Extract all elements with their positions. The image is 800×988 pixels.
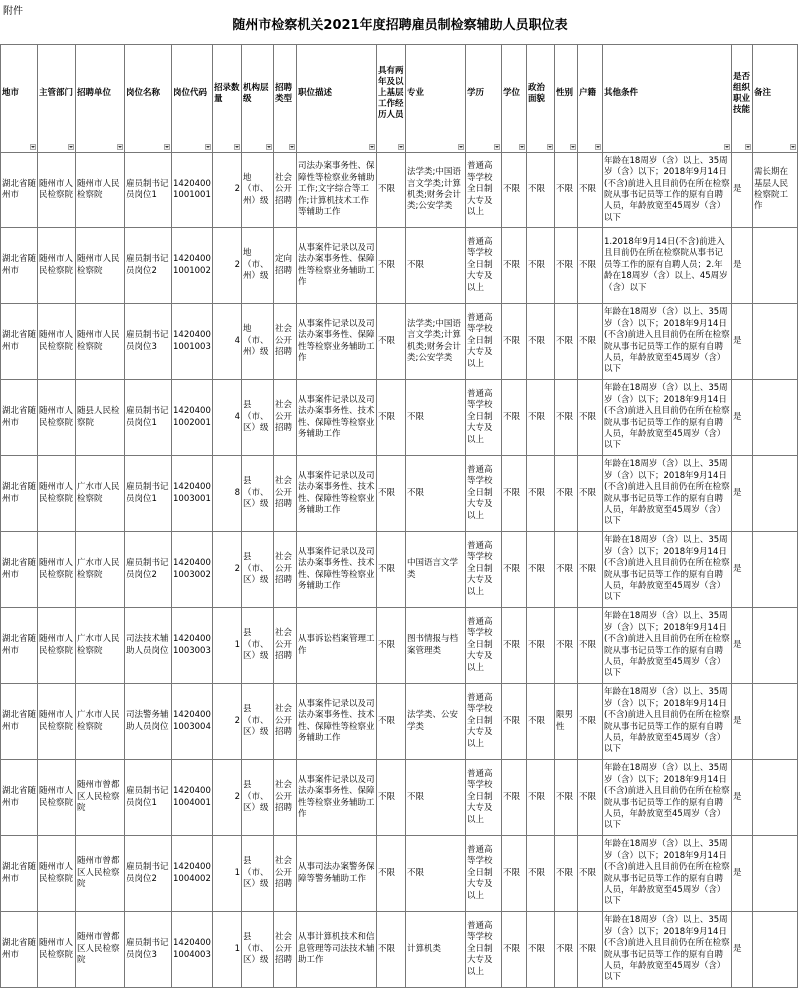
cell-post: 司法警务辅助人员岗位 [125, 684, 172, 760]
table-row [1, 912, 798, 988]
cell-region: 湖北省随州市 [1, 760, 38, 836]
cell-type: 社会公开招聘 [274, 304, 297, 380]
cell-level: 县（市、区）级 [242, 912, 274, 988]
filter-dropdown-icon[interactable] [494, 144, 500, 150]
cell-region: 湖北省随州市 [1, 228, 38, 304]
cell-exp: 不限 [377, 684, 406, 760]
column-header-political [527, 45, 555, 153]
cell-political: 不限 [527, 684, 555, 760]
cell-degree: 不限 [502, 380, 527, 456]
cell-edu: 普通高等学校全日制大专及以上 [466, 684, 502, 760]
cell-desc: 从事案件记录以及司法办案事务性、保障性等检察业务辅助工作 [297, 228, 377, 304]
cell-other: 年龄在18周岁（含）以上、35周岁（含）以下；2018年9月14日(不含)前进入且目前仍在所在检察院从事书记员等工作的原有自聘人员，年龄放宽至45周岁（含）以下 [603, 608, 732, 684]
cell-count: 4 [213, 304, 242, 380]
cell-note [753, 684, 798, 760]
cell-desc: 从事案件记录以及司法办案事务性、技术性、保障性等检察业务辅助工作 [297, 684, 377, 760]
filter-dropdown-icon[interactable] [547, 144, 553, 150]
column-header-label: 主管部门 [39, 88, 74, 98]
cell-political: 不限 [527, 912, 555, 988]
cell-skill: 是 [732, 836, 753, 912]
cell-level: 地（市、州）级 [242, 304, 274, 380]
cell-gender: 不限 [555, 456, 578, 532]
filter-dropdown-icon[interactable] [30, 144, 36, 150]
column-header-major [406, 45, 466, 153]
cell-dept: 随州市人民检察院 [38, 456, 76, 532]
cell-major: 法学类;中国语言文学类;计算机类;财务会计类;公安学类 [406, 304, 466, 380]
cell-note [753, 456, 798, 532]
cell-count: 1 [213, 912, 242, 988]
cell-edu: 普通高等学校全日制大专及以上 [466, 228, 502, 304]
cell-unit: 随州市曾都区人民检察院 [76, 760, 125, 836]
cell-count: 1 [213, 836, 242, 912]
cell-gender: 不限 [555, 153, 578, 228]
filter-dropdown-icon[interactable] [398, 144, 404, 150]
cell-unit: 随州市曾都区人民检察院 [76, 836, 125, 912]
position-table [0, 44, 798, 988]
table-row [1, 532, 798, 608]
cell-major: 法学类;中国语言文学类;计算机类;财务会计类;公安学类 [406, 153, 466, 228]
filter-dropdown-icon[interactable] [234, 144, 240, 150]
cell-count: 2 [213, 228, 242, 304]
table-row [1, 153, 798, 228]
cell-degree: 不限 [502, 684, 527, 760]
cell-skill: 是 [732, 608, 753, 684]
column-header-post [125, 45, 172, 153]
filter-dropdown-icon[interactable] [117, 144, 123, 150]
cell-dept: 随州市人民检察院 [38, 608, 76, 684]
cell-code: 14204001001002 [172, 228, 213, 304]
cell-hukou: 不限 [578, 684, 603, 760]
cell-unit: 广水市人民检察院 [76, 608, 125, 684]
column-header-label: 性别 [556, 88, 574, 98]
cell-code: 14204001003003 [172, 608, 213, 684]
cell-region: 湖北省随州市 [1, 836, 38, 912]
cell-hukou: 不限 [578, 912, 603, 988]
cell-degree: 不限 [502, 456, 527, 532]
column-header-other [603, 45, 732, 153]
cell-major: 法学类、公安学类 [406, 684, 466, 760]
filter-dropdown-icon[interactable] [369, 144, 375, 150]
cell-dept: 随州市人民检察院 [38, 836, 76, 912]
column-header-label: 招聘单位 [77, 88, 112, 98]
cell-count: 1 [213, 608, 242, 684]
column-header-edu [466, 45, 502, 153]
cell-gender: 不限 [555, 836, 578, 912]
cell-unit: 广水市人民检察院 [76, 684, 125, 760]
cell-exp: 不限 [377, 912, 406, 988]
filter-dropdown-icon[interactable] [790, 144, 796, 150]
cell-hukou: 不限 [578, 760, 603, 836]
cell-dept: 随州市人民检察院 [38, 760, 76, 836]
column-header-degree [502, 45, 527, 153]
filter-dropdown-icon[interactable] [68, 144, 74, 150]
cell-edu: 普通高等学校全日制大专及以上 [466, 304, 502, 380]
column-header-unit [76, 45, 125, 153]
cell-desc: 从事诉讼档案管理工作 [297, 608, 377, 684]
cell-other: 年龄在18周岁（含）以上、35周岁（含）以下；2018年9月14日(不含)前进入且目前仍在所在检察院从事书记员等工作的原有自聘人员，年龄放宽至45周岁（含）以下 [603, 304, 732, 380]
cell-edu: 普通高等学校全日制大专及以上 [466, 532, 502, 608]
cell-edu: 普通高等学校全日制大专及以上 [466, 608, 502, 684]
cell-type: 社会公开招聘 [274, 456, 297, 532]
cell-desc: 从事案件记录以及司法办案事务性、技术性、保障性等检察业务辅助工作 [297, 532, 377, 608]
cell-political: 不限 [527, 456, 555, 532]
cell-exp: 不限 [377, 608, 406, 684]
cell-political: 不限 [527, 608, 555, 684]
cell-note [753, 912, 798, 988]
cell-exp: 不限 [377, 380, 406, 456]
cell-exp: 不限 [377, 532, 406, 608]
cell-post: 雇员制书记员岗位3 [125, 304, 172, 380]
cell-unit: 随州市人民检察院 [76, 228, 125, 304]
cell-unit: 广水市人民检察院 [76, 532, 125, 608]
cell-desc: 从事案件记录以及司法办案事务性、技术性、保障性等检察业务辅助工作 [297, 456, 377, 532]
cell-post: 雇员制书记员岗位1 [125, 760, 172, 836]
cell-degree: 不限 [502, 836, 527, 912]
cell-major: 图书情报与档案管理类 [406, 608, 466, 684]
cell-political: 不限 [527, 836, 555, 912]
cell-region: 湖北省随州市 [1, 380, 38, 456]
cell-type: 社会公开招聘 [274, 380, 297, 456]
filter-dropdown-icon[interactable] [164, 144, 170, 150]
filter-dropdown-icon[interactable] [519, 144, 525, 150]
cell-note [753, 532, 798, 608]
annex-label: 附件 [3, 6, 23, 17]
cell-region: 湖北省随州市 [1, 153, 38, 228]
cell-political: 不限 [527, 228, 555, 304]
cell-political: 不限 [527, 760, 555, 836]
cell-hukou: 不限 [578, 304, 603, 380]
column-header-label: 岗位名称 [126, 88, 161, 98]
cell-exp: 不限 [377, 228, 406, 304]
cell-other: 年龄在18周岁（含）以上、35周岁（含）以下；2018年9月14日(不含)前进入且目前仍在所在检察院从事书记员等工作的原有自聘人员，年龄放宽至45周岁（含）以下 [603, 760, 732, 836]
cell-political: 不限 [527, 153, 555, 228]
cell-dept: 随州市人民检察院 [38, 228, 76, 304]
cell-exp: 不限 [377, 836, 406, 912]
cell-degree: 不限 [502, 532, 527, 608]
cell-edu: 普通高等学校全日制大专及以上 [466, 836, 502, 912]
column-header-label: 学位 [503, 88, 521, 98]
cell-major: 中国语言文学类 [406, 532, 466, 608]
column-header-type [274, 45, 297, 153]
cell-skill: 是 [732, 532, 753, 608]
cell-unit: 随县人民检察院 [76, 380, 125, 456]
table-row [1, 304, 798, 380]
cell-major: 计算机类 [406, 912, 466, 988]
table-row [1, 760, 798, 836]
cell-political: 不限 [527, 380, 555, 456]
cell-gender: 不限 [555, 380, 578, 456]
cell-post: 雇员制书记员岗位2 [125, 532, 172, 608]
column-header-label: 备注 [754, 88, 772, 98]
cell-unit: 随州市人民检察院 [76, 304, 125, 380]
cell-count: 8 [213, 456, 242, 532]
cell-note [753, 380, 798, 456]
table-row [1, 456, 798, 532]
cell-code: 14204001004001 [172, 760, 213, 836]
cell-note [753, 304, 798, 380]
column-header-desc [297, 45, 377, 153]
cell-skill: 是 [732, 456, 753, 532]
column-header-label: 地市 [2, 88, 20, 98]
header-row [1, 45, 798, 153]
cell-dept: 随州市人民检察院 [38, 304, 76, 380]
table-row [1, 228, 798, 304]
table-row [1, 608, 798, 684]
cell-post: 雇员制书记员岗位2 [125, 836, 172, 912]
cell-note [753, 760, 798, 836]
cell-level: 县（市、区）级 [242, 380, 274, 456]
cell-degree: 不限 [502, 228, 527, 304]
cell-edu: 普通高等学校全日制大专及以上 [466, 912, 502, 988]
column-header-label: 具有两年及以上基层工作经历人员 [378, 66, 404, 120]
column-header-code [172, 45, 213, 153]
cell-major: 不限 [406, 836, 466, 912]
cell-hukou: 不限 [578, 532, 603, 608]
cell-post: 雇员制书记员岗位1 [125, 380, 172, 456]
cell-dept: 随州市人民检察院 [38, 380, 76, 456]
cell-region: 湖北省随州市 [1, 684, 38, 760]
table-row [1, 684, 798, 760]
cell-code: 14204001001001 [172, 153, 213, 228]
cell-region: 湖北省随州市 [1, 456, 38, 532]
cell-degree: 不限 [502, 608, 527, 684]
cell-gender: 不限 [555, 532, 578, 608]
cell-exp: 不限 [377, 456, 406, 532]
cell-gender: 不限 [555, 760, 578, 836]
cell-level: 县（市、区）级 [242, 836, 274, 912]
column-header-note [753, 45, 798, 153]
cell-degree: 不限 [502, 912, 527, 988]
cell-other: 年龄在18周岁（含）以上、35周岁（含）以下；2018年9月14日(不含)前进入且目前仍在所在检察院从事书记员等工作的原有自聘人员，年龄放宽至45周岁（含）以下 [603, 153, 732, 228]
cell-desc: 司法办案事务性、保障性等检察业务辅助工作;文字综合等工作;计算机技术工作等辅助工作 [297, 153, 377, 228]
cell-level: 地（市、州）级 [242, 228, 274, 304]
cell-count: 2 [213, 153, 242, 228]
cell-level: 县（市、区）级 [242, 684, 274, 760]
cell-other: 年龄在18周岁（含）以上、35周岁（含）以下；2018年9月14日(不含)前进入且目前仍在所在检察院从事书记员等工作的原有自聘人员，年龄放宽至45周岁（含）以下 [603, 532, 732, 608]
cell-type: 社会公开招聘 [274, 684, 297, 760]
cell-code: 14204001003002 [172, 532, 213, 608]
cell-note [753, 836, 798, 912]
cell-post: 雇员制书记员岗位1 [125, 153, 172, 228]
cell-edu: 普通高等学校全日制大专及以上 [466, 456, 502, 532]
cell-exp: 不限 [377, 304, 406, 380]
cell-skill: 是 [732, 912, 753, 988]
cell-gender: 不限 [555, 912, 578, 988]
cell-exp: 不限 [377, 153, 406, 228]
column-header-label: 是否组织职业技能 [733, 71, 751, 115]
table-body [1, 153, 798, 988]
column-header-label: 岗位代码 [173, 88, 208, 98]
filter-dropdown-icon[interactable] [595, 144, 601, 150]
cell-count: 4 [213, 380, 242, 456]
cell-desc: 从事计算机技术和信息管理等司法技术辅助工作 [297, 912, 377, 988]
cell-code: 14204001004003 [172, 912, 213, 988]
cell-dept: 随州市人民检察院 [38, 912, 76, 988]
cell-degree: 不限 [502, 304, 527, 380]
cell-dept: 随州市人民检察院 [38, 532, 76, 608]
cell-hukou: 不限 [578, 456, 603, 532]
cell-level: 县（市、区）级 [242, 608, 274, 684]
cell-type: 社会公开招聘 [274, 532, 297, 608]
cell-other: 1.2018年9月14日(不含)前进入且目前仍在所在检察院从事书记员等工作的原有自聘人员；2.年龄在18周岁（含）以上、45周岁（含）以下 [603, 228, 732, 304]
cell-unit: 随州市人民检察院 [76, 153, 125, 228]
cell-skill: 是 [732, 684, 753, 760]
column-header-exp [377, 45, 406, 153]
cell-type: 社会公开招聘 [274, 608, 297, 684]
cell-level: 地（市、州）级 [242, 153, 274, 228]
filter-dropdown-icon[interactable] [745, 144, 751, 150]
cell-level: 县（市、区）级 [242, 760, 274, 836]
cell-desc: 从事案件记录以及司法办案事务性、保障性等检察业务辅助工作 [297, 304, 377, 380]
cell-skill: 是 [732, 760, 753, 836]
cell-edu: 普通高等学校全日制大专及以上 [466, 153, 502, 228]
cell-major: 不限 [406, 456, 466, 532]
cell-note: 需长期在基层人民检察院工作 [753, 153, 798, 228]
cell-major: 不限 [406, 380, 466, 456]
cell-region: 湖北省随州市 [1, 608, 38, 684]
filter-dropdown-icon[interactable] [458, 144, 464, 150]
cell-gender: 不限 [555, 608, 578, 684]
cell-type: 定向招聘 [274, 228, 297, 304]
cell-hukou: 不限 [578, 380, 603, 456]
cell-region: 湖北省随州市 [1, 912, 38, 988]
cell-desc: 从事案件记录以及司法办案事务性、保障性等检察业务辅助工作 [297, 760, 377, 836]
cell-skill: 是 [732, 304, 753, 380]
cell-post: 雇员制书记员岗位2 [125, 228, 172, 304]
cell-desc: 从事案件记录以及司法办案事务性、技术性、保障性等检察业务辅助工作 [297, 380, 377, 456]
column-header-hukou [578, 45, 603, 153]
cell-desc: 从事司法办案警务保障等警务辅助工作 [297, 836, 377, 912]
cell-level: 县（市、区）级 [242, 456, 274, 532]
cell-other: 年龄在18周岁（含）以上、35周岁（含）以下；2018年9月14日(不含)前进入且目前仍在所在检察院从事书记员等工作的原有自聘人员，年龄放宽至45周岁（含）以下 [603, 380, 732, 456]
cell-post: 雇员制书记员岗位3 [125, 912, 172, 988]
cell-count: 2 [213, 760, 242, 836]
cell-unit: 随州市曾都区人民检察院 [76, 912, 125, 988]
cell-other: 年龄在18周岁（含）以上、35周岁（含）以下；2018年9月14日(不含)前进入且目前仍在所在检察院从事书记员等工作的原有自聘人员，年龄放宽至45周岁（含）以下 [603, 684, 732, 760]
cell-major: 不限 [406, 228, 466, 304]
cell-degree: 不限 [502, 153, 527, 228]
cell-region: 湖北省随州市 [1, 532, 38, 608]
page-title: 随州市检察机关2021年度招聘雇员制检察辅助人员职位表 [232, 18, 568, 33]
column-header-label: 招聘类型 [275, 82, 293, 104]
cell-unit: 广水市人民检察院 [76, 456, 125, 532]
cell-political: 不限 [527, 532, 555, 608]
cell-dept: 随州市人民检察院 [38, 684, 76, 760]
filter-dropdown-icon[interactable] [205, 144, 211, 150]
filter-dropdown-icon[interactable] [266, 144, 272, 150]
cell-degree: 不限 [502, 760, 527, 836]
filter-dropdown-icon[interactable] [724, 144, 730, 150]
cell-code: 14204001004002 [172, 836, 213, 912]
cell-political: 不限 [527, 304, 555, 380]
cell-skill: 是 [732, 380, 753, 456]
cell-type: 社会公开招聘 [274, 153, 297, 228]
cell-note [753, 608, 798, 684]
cell-code: 14204001002001 [172, 380, 213, 456]
cell-other: 年龄在18周岁（含）以上、35周岁（含）以下；2018年9月14日(不含)前进入且目前仍在所在检察院从事书记员等工作的原有自聘人员，年龄放宽至45周岁（含）以下 [603, 836, 732, 912]
cell-skill: 是 [732, 228, 753, 304]
cell-hukou: 不限 [578, 836, 603, 912]
cell-code: 14204001001003 [172, 304, 213, 380]
cell-post: 雇员制书记员岗位1 [125, 456, 172, 532]
cell-type: 社会公开招聘 [274, 760, 297, 836]
filter-dropdown-icon[interactable] [570, 144, 576, 150]
column-header-label: 职位描述 [298, 88, 333, 98]
column-header-gender [555, 45, 578, 153]
cell-gender: 不限 [555, 304, 578, 380]
column-header-level [242, 45, 274, 153]
column-header-dept [38, 45, 76, 153]
column-header-label: 学历 [467, 88, 485, 98]
cell-exp: 不限 [377, 760, 406, 836]
column-header-label: 户籍 [579, 88, 597, 98]
cell-hukou: 不限 [578, 228, 603, 304]
filter-dropdown-icon[interactable] [289, 144, 295, 150]
cell-gender: 不限 [555, 228, 578, 304]
column-header-label: 专业 [407, 88, 425, 98]
cell-other: 年龄在18周岁（含）以上、35周岁（含）以下；2018年9月14日(不含)前进入且目前仍在所在检察院从事书记员等工作的原有自聘人员，年龄放宽至45周岁（含）以下 [603, 912, 732, 988]
column-header-skill [732, 45, 753, 153]
cell-level: 县（市、区）级 [242, 532, 274, 608]
cell-edu: 普通高等学校全日制大专及以上 [466, 760, 502, 836]
cell-edu: 普通高等学校全日制大专及以上 [466, 380, 502, 456]
cell-hukou: 不限 [578, 608, 603, 684]
column-header-label: 其他条件 [604, 88, 639, 98]
cell-major: 不限 [406, 760, 466, 836]
cell-note [753, 228, 798, 304]
cell-type: 社会公开招聘 [274, 912, 297, 988]
cell-count: 2 [213, 684, 242, 760]
column-header-region [1, 45, 38, 153]
cell-type: 社会公开招聘 [274, 836, 297, 912]
cell-post: 司法技术辅助人员岗位 [125, 608, 172, 684]
cell-code: 14204001003004 [172, 684, 213, 760]
cell-hukou: 不限 [578, 153, 603, 228]
table-row [1, 836, 798, 912]
cell-region: 湖北省随州市 [1, 304, 38, 380]
cell-dept: 随州市人民检察院 [38, 153, 76, 228]
column-header-label: 机构层级 [243, 82, 269, 104]
column-header-label: 政治面貌 [528, 82, 546, 104]
column-header-label: 招录数量 [214, 82, 240, 104]
cell-code: 14204001003001 [172, 456, 213, 532]
cell-gender: 限男性 [555, 684, 578, 760]
cell-skill: 是 [732, 153, 753, 228]
table-row [1, 380, 798, 456]
cell-other: 年龄在18周岁（含）以上、35周岁（含）以下；2018年9月14日(不含)前进入且目前仍在所在检察院从事书记员等工作的原有自聘人员，年龄放宽至45周岁（含）以下 [603, 456, 732, 532]
column-header-count [213, 45, 242, 153]
cell-count: 2 [213, 532, 242, 608]
